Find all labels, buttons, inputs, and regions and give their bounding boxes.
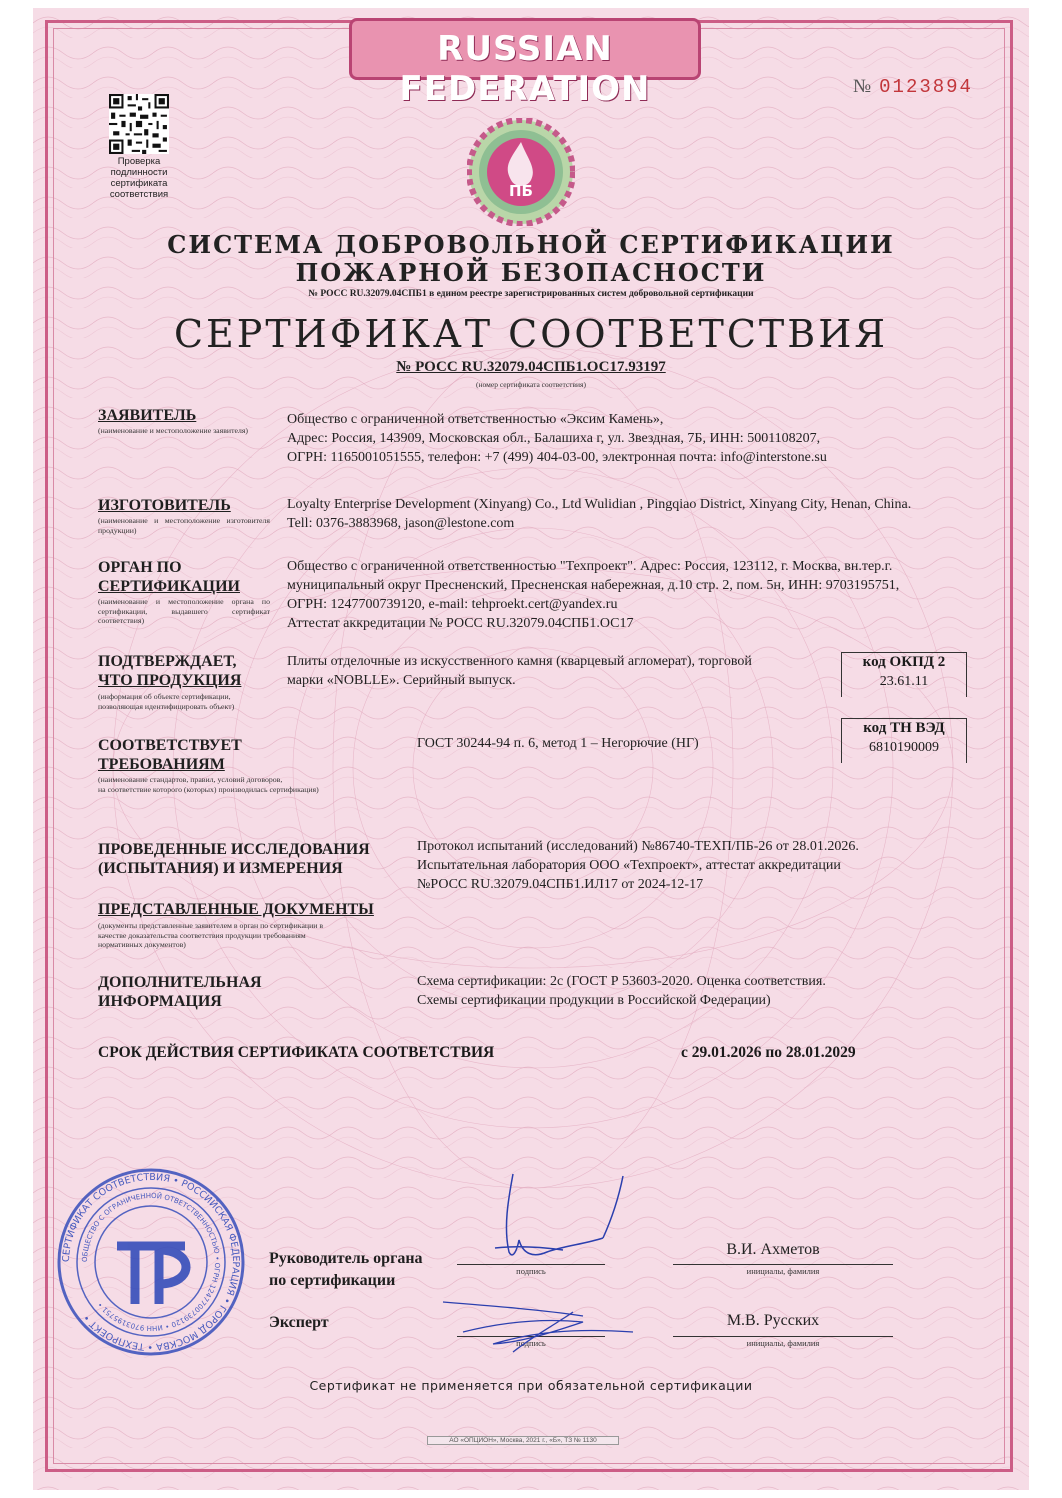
applicant-label: ЗАЯВИТЕЛЬ (98, 407, 197, 424)
head-label-2: по сертификации (269, 1272, 396, 1289)
okpd-title: код ОКПД 2 (862, 654, 946, 670)
additional-line-1: Схема сертификации: 2с (ГОСТ Р 53603-2020. Оценка соответствия. (417, 974, 826, 989)
expert-name-line (673, 1336, 893, 1337)
manufacturer-label: ИЗГОТОВИТЕЛЬ (98, 497, 231, 514)
stamp-inner-text: ОБЩЕСТВО С ОГРАНИЧЕННОЙ ОТВЕТСТВЕННОСТЬЮ • ОГРН 1247700739120 • ИНН 9703195751 • (80, 1191, 222, 1333)
documents-label: ПРЕДСТАВЛЕННЫЕ ДОКУМЕНТЫ (98, 901, 374, 918)
cert-body-label-2: СЕРТИФИКАЦИИ (98, 578, 240, 595)
head-name: В.И. Ахметов (726, 1241, 820, 1258)
cert-body-line-4: Аттестат аккредитации № РОСС RU.32079.04СПБ1.ОС17 (287, 616, 634, 631)
applicant-line-3: ОГРН: 1165001051555, телефон: +7 (499) 404-03-00, электронная почта: info@interstone.su (287, 450, 827, 465)
tests-line-3: №РОСС RU.32079.04СПБ1.ИЛ17 от 2024-12-17 (417, 877, 704, 892)
hologram-emblem-icon (467, 118, 575, 226)
tests-line-2: Испытательная лаборатория ООО «Техпроект», аттестат аккредитации (417, 858, 841, 873)
additional-label-2: ИНФОРМАЦИЯ (98, 993, 222, 1010)
certificate-title: СЕРТИФИКАТ СООТВЕТСТВИЯ (173, 312, 889, 356)
certificate-number-caption: (номер сертификата соответствия) (476, 380, 586, 389)
okpd-value: 23.61.11 (879, 674, 929, 689)
product-caption: (информация об объекте сертификации, позволяющая идентифицировать объект) (98, 692, 235, 711)
expert-name-caption: инициалы, фамилия (746, 1338, 820, 1348)
requirements-label-2: ТРЕБОВАНИЯМ (98, 756, 225, 773)
cert-body-line-3: ОГРН: 1247700739120, e-mail: tehproekt.cert@yandex.ru (287, 597, 618, 612)
validity-value: с 29.01.2026 по 28.01.2029 (681, 1044, 856, 1061)
head-name-line (673, 1264, 893, 1265)
cert-body-line-1: Общество с ограниченной ответственностью "Техпроект". Адрес: Россия, 123112, г. Москва, вн.тер.г. (287, 559, 893, 574)
tnved-title: код ТН ВЭД (863, 720, 945, 736)
head-sign-caption: подпись (516, 1266, 546, 1276)
validity-label: СРОК ДЕЙСТВИЯ СЕРТИФИКАТА СООТВЕТСТВИЯ (98, 1044, 495, 1061)
svg-text:ОБЩЕСТВО С ОГРАНИЧЕННОЙ ОТВЕТС (81, 1191, 221, 1332)
system-title-line-2: ПОЖАРНОЙ БЕЗОПАСНОСТИ (295, 258, 767, 287)
applicant-line-1: Общество с ограниченной ответственностью «Эксим Камень», (287, 412, 664, 427)
official-stamp-icon (55, 1166, 247, 1358)
expert-label: Эксперт (269, 1314, 329, 1331)
expert-signature-mark (433, 1292, 663, 1362)
qr-code-icon (109, 94, 169, 154)
requirements-caption-1: (наименование стандартов, правил, условий договоров, (98, 775, 283, 784)
requirements-value: ГОСТ 30244-94 п. 6, метод 1 – Негорючие (НГ) (417, 736, 699, 751)
okpd-box (841, 652, 967, 697)
certificate-number: № РОСС RU.32079.04СПБ1.ОС17.93197 (396, 359, 666, 375)
hologram-text: ПБ (509, 182, 533, 200)
expert-name: М.В. Русских (726, 1312, 820, 1329)
qr-caption: Проверка подлинности сертификата соответствия (109, 156, 169, 200)
certificate-sheet (33, 8, 1029, 1490)
manufacturer-caption: (наименование и местоположение изготовителя продукции) (98, 516, 270, 535)
additional-label-1: ДОПОЛНИТЕЛЬНАЯ (98, 974, 262, 991)
product-line-2: марки «NOBLLE». Серийный выпуск. (287, 673, 516, 688)
documents-caption: (документы представленные заявителем в орган по сертификации в качестве доказательства соответствия продукции требованиям нормативных документов) (98, 921, 324, 949)
tnved-box (841, 718, 967, 763)
head-label-1: Руководитель органа (269, 1250, 423, 1267)
requirements-caption-2: на соответствие которого (которых) производилась сертификация) (98, 785, 319, 794)
head-name-caption: инициалы, фамилия (746, 1266, 820, 1276)
head-signature-mark (473, 1166, 643, 1276)
stamp-ring-text: СЕРТИФИКАТ СООТВЕТСТВИЯ • РОССИЙСКАЯ ФЕДЕРАЦИЯ • ГОРОД МОСКВА • ТЕХПРОЕКТ • (60, 1171, 242, 1353)
tests-label-1: ПРОВЕДЕННЫЕ ИССЛЕДОВАНИЯ (98, 841, 370, 858)
product-line-1: Плиты отделочные из искусственного камня (кварцевый агломерат), торговой (287, 654, 752, 669)
cert-body-caption: (наименование и местоположение органа по сертификации, выдавшего сертификат соответствия) (98, 597, 270, 625)
serial-no-sign: № (853, 76, 874, 97)
banner-text: RUSSIAN FEDERATION (399, 29, 651, 109)
applicant-line-2: Адрес: Россия, 143909, Московская обл., Балашиха г, ул. Звездная, 7Б, ИНН: 5001108207, (287, 431, 821, 446)
tests-line-1: Протокол испытаний (исследований) №86740-ТЕХП/ПБ-26 от 28.01.2026. (417, 839, 859, 854)
system-subtitle: № РОСС RU.32079.04СПБ1 в едином реестре зарегистрированных систем добровольной сертификации (308, 289, 754, 299)
manufacturer-line-2: Tell: 0376-3883968, jason@lestone.com (287, 516, 515, 531)
serial-value: 0123894 (879, 76, 973, 98)
product-label-2: ЧТО ПРОДУКЦИЯ (98, 672, 242, 689)
print-note: АО «ОПЦИОН», Москва, 2021 г., «Б», ТЗ № 1130 (427, 1436, 619, 1445)
system-title-line-1: СИСТЕМА ДОБРОВОЛЬНОЙ СЕРТИФИКАЦИИ (167, 230, 895, 259)
banner (349, 18, 701, 109)
footnote: Сертификат не применяется при обязательной сертификации (309, 1378, 753, 1393)
requirements-label-1: СООТВЕТСТВУЕТ (98, 737, 242, 754)
expert-sign-caption: подпись (516, 1338, 546, 1348)
applicant-caption: (наименование и местоположение заявителя) (98, 426, 249, 435)
tnved-value: 6810190009 (869, 740, 939, 755)
cert-body-label-1: ОРГАН ПО (98, 559, 182, 576)
additional-line-2: Схемы сертификации продукции в Российской Федерации) (417, 993, 771, 1008)
tests-label-2: (ИСПЫТАНИЯ) И ИЗМЕРЕНИЯ (98, 860, 343, 877)
cert-body-line-2: муниципальный округ Пресненский, Пресненская набережная, д.10 стр. 2, пом. 5н, ИНН: 9703195751, (287, 578, 900, 593)
manufacturer-line-1: Loyalty Enterprise Development (Xinyang) Co., Ltd Wulidian , Pingqiao District, Xinyang City, Henan, China. (287, 497, 912, 512)
product-label-1: ПОДТВЕРЖДАЕТ, (98, 653, 237, 670)
serial-number (853, 76, 973, 98)
